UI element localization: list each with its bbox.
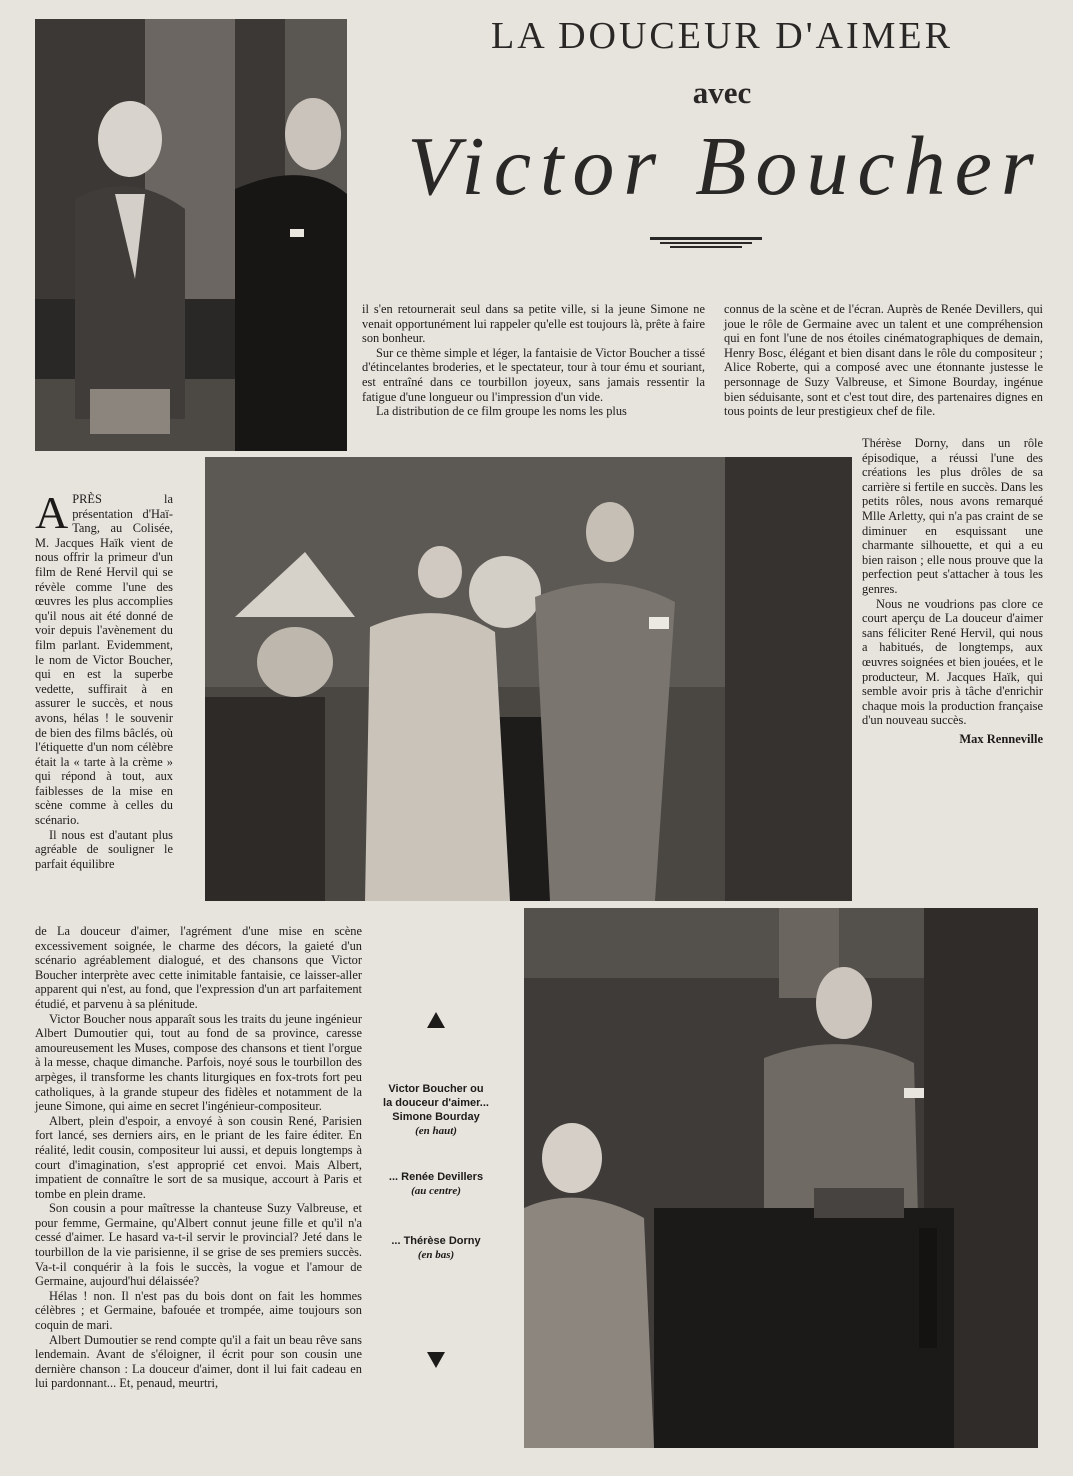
article-column-right: [724, 302, 1043, 419]
caption-line-2: la douceur d'aimer...: [383, 1097, 489, 1109]
article-paragraph-9: Sur ce thème simple et léger, la fantaisie de Victor Boucher a tissé d'étincelantes broderies, et le spectateur, tour à tour ému et souriant, est entraîné dans ce tourbillon joyeux, sans jamais ressentir la fatigue d'une longueur ou l'impression d'un vide.: [362, 345, 705, 404]
photo-bottom-dorny-boucher: [524, 908, 1038, 1448]
triangle-up-icon: [427, 1012, 445, 1028]
title-rule-1: [650, 237, 762, 240]
article-paragraph-10: La distribution de ce film groupe les noms les plus: [376, 404, 627, 419]
caption-line-4: ... Renée Devillers: [388, 1171, 484, 1183]
caption-line-4-sub: (au centre): [411, 1185, 461, 1197]
triangle-down-icon: [427, 1352, 445, 1368]
title-rule-2: [660, 242, 752, 244]
article-column-right-narrow: [862, 436, 1043, 746]
article-paragraph-5: Son cousin a pour maîtresse la chanteuse Suzy Valbreuse, et pour femme, Germaine, qu'Albert connut jeune fille et qu'il n'a cessé d'aimer. Le hasard va-t-il servir le provincial? Jeté dans le tourbillon de la vie parisienne, il se grise de ses premiers succès. Va-t-il conquérir à la fois le succès, la vogue et l'amour de Germaine, aujourd'hui délaissée?: [35, 1201, 362, 1289]
photo-top-boucher-bourday: [35, 19, 347, 451]
article-paragraph-13: Nous ne voudrions pas clore ce court aperçu de La douceur d'aimer sans féliciter René Hervil, qui nous a habitués, de longtemps, aux œuvres soignées et bien jouées, et le producteur, M. Jacques Haïk, qui semble avoir pris à tâche d'enrichir chaque mois la production française d'un nouveau succès.: [862, 596, 1043, 728]
article-subtitle-avec: avec: [692, 75, 752, 110]
article-column-middle: [362, 302, 705, 419]
article-paragraph-8: il s'en retournerait seul dans sa petite ville, si la jeune Simone ne venait opportunément lui rappeler qu'elle est toujours là, prête à faire son bonheur.: [362, 302, 705, 346]
article-paragraph-1: PRÈS la présentation d'Haï-Tang, au Colisée, M. Jacques Haïk vient de nous offrir la primeur d'un film de René Hervil qui se révèle comme l'une des œuvres les plus accomplies qu'il nous ait été donné de voir depuis l'avènement du film parlant. Evidemment, le nom de Victor Boucher, qui en est la superbe vedette, suffirait à en assurer le succès, et nous avons, hélas ! le souvenir de bien des films bâclés, où l'étiquette d'un nom célèbre était la « tarte à la crème » qui répond à tout, aux faiblesses de la mise en scène comme à celles du scénario.: [35, 492, 173, 828]
article-paragraph-2-start: Il nous est d'autant plus agréable de souligner le parfait équilibre: [35, 827, 173, 871]
photo-centre-devillers-bosc: [205, 457, 852, 901]
caption-line-3-sub: (en haut): [415, 1125, 457, 1137]
article-column-left-wide: [35, 924, 362, 1391]
article-column-left: [35, 487, 173, 871]
photo-centre-illustration: [205, 457, 852, 901]
article-signature: Max Renneville: [959, 731, 1043, 746]
article-paragraph-12: Thérèse Dorny, dans un rôle épisodique, a réussi l'une des créations les plus drôles de sa carrière si fertile en succès. Dans les petits rôles, nous avons remarqué Mlle Arletty, qui n'a pas craint de se diminuer en esquissant une charmante silhouette, et qui a eu bien raison ; elle nous prouve que la perfection peut s'attacher à tous les genres.: [862, 436, 1043, 596]
caption-line-5: ... Thérèse Dorny: [391, 1235, 481, 1247]
caption-line-1: Victor Boucher ou: [388, 1083, 484, 1095]
article-paragraph-6: Hélas ! non. Il n'est pas du bois dont on fait les hommes célèbres ; et Germaine, bafouée et trompée, aime toujours son coquin de mari.: [35, 1288, 362, 1333]
caption-line-3: Simone Bourday: [392, 1111, 480, 1123]
article-dropcap: A: [35, 487, 69, 538]
article-star-name: Victor Boucher: [407, 120, 1043, 213]
article-paragraph-3: Victor Boucher nous apparaît sous les traits du jeune ingénieur Albert Dumoutier qui, tout au fond de sa province, caresse amoureusement les Muses, compose des chansons et tient l'orgue à la messe, chaque dimanche. Parfois, noyé sous le tourbillon des arpèges, il transforme les chants liturgiques en fox-trots fort peu catholiques, à la grande stupeur des fidèles et notamment de la jeune Simone, qui aime en secret l'ingénieur-compositeur.: [35, 1011, 362, 1114]
article-paragraph-2-rest: de La douceur d'aimer, l'agrément d'une mise en scène excessivement soignée, le charme des décors, la gaieté d'un scénario agréablement dialogué, et des chansons que Victor Boucher interprète avec cette inimitable fantaisie, ce laisser-aller apparent qui n'est, au fond, que l'expression d'un art parfaitement étudié, et parvenu à sa plénitude.: [35, 924, 362, 1011]
photo-top-illustration: [35, 19, 347, 451]
caption-line-5-sub: (en bas): [417, 1249, 455, 1261]
title-rule-3: [670, 246, 742, 248]
article-paragraph-7: Albert Dumoutier se rend compte qu'il a fait un beau rêve sans lendemain. Avant de s'éloigner, il écrit pour son cousin une dernière chanson : La douceur d'aimer, dont il lui fait cadeau en lui pardonnant... Et, penaud, meurtri,: [35, 1332, 362, 1391]
photo-bottom-illustration: [524, 908, 1038, 1448]
photo-captions: [366, 1082, 506, 1262]
article-paragraph-11: connus de la scène et de l'écran. Auprès de Renée Devillers, qui joue le rôle de Germaine avec un talent et une compréhension qui en font l'une de nos étoiles cinématographiques de demain, Henry Bosc, élégant et bien disant dans le rôle du compositeur ; Alice Roberte, qui a composé avec une étonnante justesse le personnage de Suzy Valbreuse, et Simone Bourday, ingénue bien séduisante, sont et c'est tout dire, des partenaires dignes en tous points de leur prestigieux chef de file.: [724, 302, 1043, 419]
article-title: LA DOUCEUR D'AIMER: [491, 15, 953, 57]
article-paragraph-4: Albert, plein d'espoir, a envoyé à son cousin René, Parisien fort lancé, ses derniers airs, en le priant de les faire éditer. En réalité, ledit cousin, compositeur lui aussi, et depuis longtemps à court d'imagination, s'est approprié cet envoi. Mais Albert, impatient de connaître le sort de sa musique, accourt à Paris et tombe en plein drame.: [35, 1113, 362, 1201]
